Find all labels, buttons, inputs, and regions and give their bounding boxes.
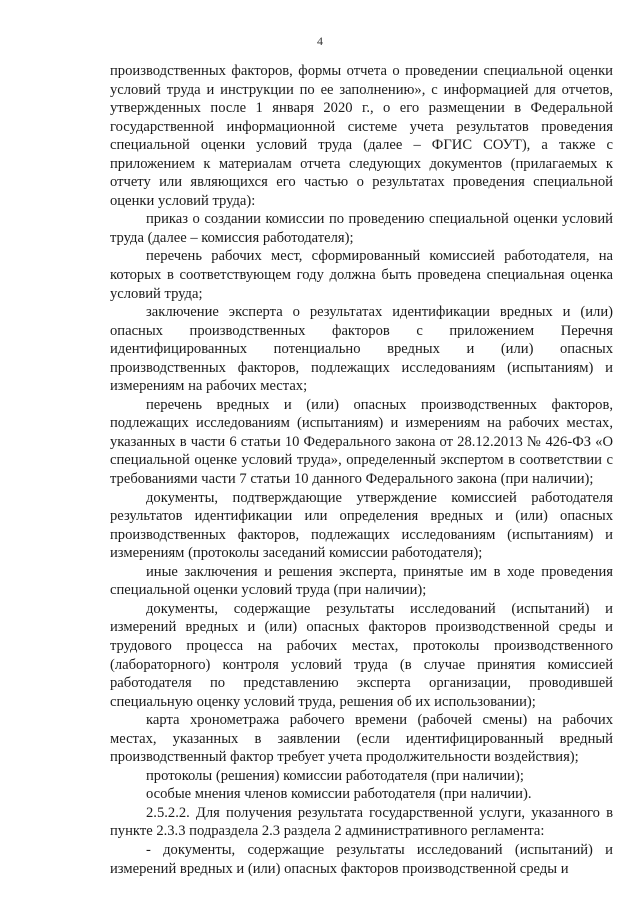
- list-item: приказ о создании комиссии по проведению специальной оценки условий труда (далее – комиссия работодателя);: [110, 211, 613, 246]
- page-number: 4: [317, 34, 323, 48]
- document-body: [110, 62, 613, 878]
- list-item: перечень вредных и (или) опасных производственных факторов, подлежащих исследованиям (испытаниям) и измерениям на рабочих местах, указанных в части 6 статьи 10 Федерального закона от 28.12.2013 № 426-ФЗ «О специальной оценке условий труда», определенный экспертом в соответствии с требованиями части 7 статьи 10 данного Федерального закона (при наличии);: [110, 396, 613, 488]
- section-paragraph: 2.5.2.2. Для получения результата государственной услуги, указанного в пункте 2.3.3 подраздела 2.3 раздела 2 административного регламента:: [110, 804, 613, 840]
- paragraph-continuation: производственных факторов, формы отчета о проведении специальной оценки условий труда и инструкции по ее заполнению», с информацией для отчетов, утвержденных после 1 января 2020 г., о его размещении в Федеральной государственной информационной системе учета результатов проведения специальной оценки условий труда (далее – ФГИС СОУТ), а также с приложением к материалам отчета следующих документов (прилагаемых к отчету или являющихся его частью о результатах проведения специальной оценки условий труда):: [110, 63, 613, 209]
- list-item: заключение эксперта о результатах идентификации вредных и (или) опасных производственных факторов с приложением Перечня идентифицированных потенциально вредных и (или) опасных производственных факторов, подлежащих исследованиям (испытаниям) и измерениям на рабочих местах;: [110, 304, 613, 395]
- list-item: карта хронометража рабочего времени (рабочей смены) на рабочих местах, указанных в заявлении (если идентифицированный вредный производственный фактор требует учета продолжительности воздействия);: [110, 712, 613, 766]
- list-item: протоколы (решения) комиссии работодателя (при наличии);: [146, 767, 524, 784]
- list-item: особые мнения членов комиссии работодателя (при наличии).: [146, 786, 532, 803]
- list-item: перечень рабочих мест, сформированный комиссией работодателя, на которых в соответствующем году должна быть проведена специальная оценка условий труда;: [110, 248, 613, 302]
- list-item: документы, подтверждающие утверждение комиссией работодателя результатов идентификации или определения вредных и (или) опасных производственных факторов, подлежащих исследованиям (испытаниям) и измерениям (протоколы заседаний комиссии работодателя);: [110, 489, 613, 562]
- list-item: иные заключения и решения эксперта, принятые им в ходе проведения специальной оценки условий труда (при наличии);: [110, 563, 613, 599]
- list-item: документы, содержащие результаты исследований (испытаний) и измерений вредных и (или) опасных факторов производственной среды и трудового процесса на рабочих местах, протоколы производственного (лабораторного) контроля условий труда (в случае принятия комиссией работодателя по представлению эксперта организации, проводившей специальную оценку условий труда, решения об их использовании);: [110, 600, 613, 710]
- list-item: - документы, содержащие результаты исследований (испытаний) и измерений вредных и (или) опасных факторов производственной среды и: [110, 841, 613, 877]
